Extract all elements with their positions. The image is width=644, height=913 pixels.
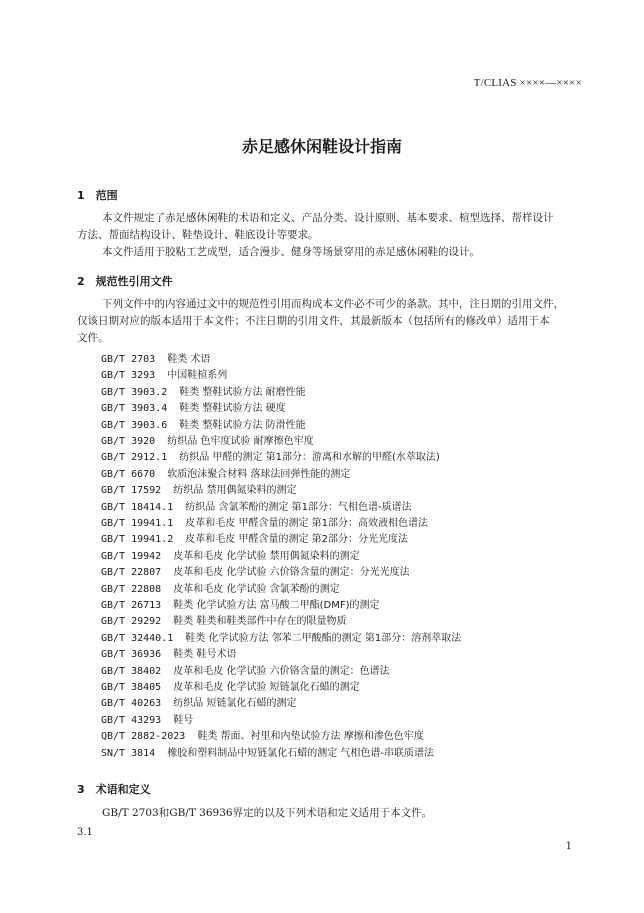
reference-title: 鞋类 术语 — [167, 354, 211, 365]
section-2-heading: 2 规范性引用文件 — [77, 275, 173, 288]
reference-item — [101, 399, 286, 414]
reference-title: 纺织品 甲醛的测定 第1部分：游离和水解的甲醛(水萃取法) — [179, 452, 440, 464]
reference-title: 软质泡沫聚合材料 落球法回弹性能的测定 — [167, 468, 351, 480]
document-code: T/CLIAS ××××—×××× — [473, 77, 582, 89]
reference-title: 鞋类 整鞋试验方法 防滑性能 — [179, 419, 306, 431]
reference-code: GB/T 38405 — [101, 682, 162, 693]
reference-item — [101, 432, 314, 447]
reference-title: 鞋号 — [173, 714, 194, 726]
reference-code: GB/T 26713 — [101, 600, 162, 611]
page-number: 1 — [565, 841, 572, 852]
reference-code: GB/T 22808 — [101, 583, 162, 595]
reference-title: 橡胶和塑料制品中短链氯化石蜡的测定 气相色谱-串联质谱法 — [167, 747, 435, 759]
reference-item — [101, 596, 380, 611]
reference-title: 皮革和毛皮 化学试验 禁用偶氮染料的测定 — [173, 550, 360, 562]
reference-item — [101, 744, 434, 759]
reference-code: GB/T 43293 — [101, 714, 162, 726]
reference-title: 鞋类 整鞋试验方法 硬度 — [179, 403, 286, 415]
reference-code: GB/T 19941.2 — [101, 534, 174, 546]
reference-code: GB/T 19942 — [101, 550, 162, 562]
reference-title: 皮革和毛皮 甲醛含量的测定 第2部分：分光光度法 — [185, 534, 409, 546]
reference-title: 鞋类 鞋类和鞋类部件中存在的限量物质 — [173, 616, 347, 628]
clause-number: 3.1 — [77, 827, 93, 838]
reference-title: 皮革和毛皮 化学试验 短链氯化石蜡的测定 — [173, 682, 360, 693]
reference-item — [101, 612, 346, 627]
reference-item — [101, 662, 390, 677]
reference-item — [101, 350, 210, 365]
reference-code: GB/T 19941.1 — [101, 518, 174, 529]
reference-item — [101, 711, 193, 726]
reference-title: 纺织品 禁用偶氮染料的测定 — [173, 485, 297, 497]
reference-code: GB/T 2703 — [101, 354, 156, 365]
section-2-intro-line: 下列文件中的内容通过文中的规范性引用而构成本文件必不可少的条款。其中，注日期的引用文件， — [102, 298, 564, 310]
reference-item — [101, 530, 408, 545]
reference-item — [101, 629, 461, 644]
reference-code: GB/T 29292 — [101, 616, 162, 628]
reference-code: GB/T 22807 — [101, 567, 162, 579]
reference-title: 纺织品 含氯苯酚的测定 第1部分：气相色谱-质谱法 — [185, 501, 412, 513]
reference-title: 纺织品 短链氯化石蜡的测定 — [173, 698, 297, 710]
reference-item — [101, 448, 440, 463]
section-2-intro-line: 仅该日期对应的版本适用于本文件；不注日期的引用文件，其最新版本（包括所有的修改单）适用于本 — [77, 315, 550, 327]
reference-code: GB/T 3903.2 — [101, 386, 168, 398]
reference-item — [101, 465, 350, 480]
reference-code: GB/T 32440.1 — [101, 632, 174, 644]
section-1-heading: 1 范围 — [77, 189, 118, 202]
reference-code: SN/T 3814 — [101, 747, 156, 759]
reference-code: GB/T 40263 — [101, 698, 162, 710]
reference-code: GB/T 2912.1 — [101, 452, 168, 464]
reference-title: 中国鞋楦系列 — [167, 370, 228, 382]
section-2-intro-line: 文件。 — [77, 332, 109, 344]
reference-item — [101, 678, 360, 693]
reference-item — [101, 481, 296, 496]
reference-title: 纺织品 色牢度试验 耐摩擦色牢度 — [167, 436, 314, 447]
reference-code: GB/T 18414.1 — [101, 501, 174, 513]
reference-code: GB/T 6670 — [101, 468, 156, 480]
reference-item — [101, 563, 410, 578]
page-title: 赤足感休闲鞋设计指南 — [241, 137, 402, 156]
reference-title: 鞋类 整鞋试验方法 耐磨性能 — [179, 386, 306, 398]
reference-title: 鞋类 鞋号术语 — [173, 649, 237, 661]
reference-title: 鞋类 化学试验方法 富马酸二甲酯(DMF)的测定 — [173, 600, 380, 611]
reference-item — [101, 547, 360, 562]
reference-item — [101, 580, 340, 595]
reference-item — [101, 498, 412, 513]
reference-item — [101, 727, 424, 742]
reference-item — [101, 645, 236, 660]
section-1-paragraph-line: 本文件规定了赤足感休闲鞋的术语和定义、产品分类、设计原则、基本要求、楦型选择、帮样设计 — [102, 212, 554, 224]
reference-code: GB/T 3920 — [101, 436, 156, 447]
reference-item — [101, 514, 428, 529]
reference-code: GB/T 38402 — [101, 665, 162, 677]
section-1-paragraph-line: 方法、帮面结构设计、鞋垫设计、鞋底设计等要求。 — [77, 229, 319, 241]
reference-code: GB/T 3903.6 — [101, 419, 168, 431]
reference-item — [101, 383, 306, 398]
reference-code: GB/T 36936 — [101, 649, 162, 661]
reference-item — [101, 366, 227, 381]
reference-code: GB/T 3293 — [101, 370, 156, 382]
section-3-paragraph: GB/T 2703和GB/T 36936界定的以及下列术语和定义适用于本文件。 — [102, 807, 433, 819]
reference-title: 皮革和毛皮 化学试验 六价铬含量的测定：分光光度法 — [173, 567, 410, 579]
reference-title: 鞋类 化学试验方法 邻苯二甲酸酯的测定 第1部分：溶剂萃取法 — [185, 632, 462, 644]
reference-title: 皮革和毛皮 化学试验 含氯苯酚的测定 — [173, 583, 340, 595]
reference-title: 皮革和毛皮 化学试验 六价铬含量的测定：色谱法 — [173, 665, 390, 677]
reference-title: 皮革和毛皮 甲醛含量的测定 第1部分：高效液相色谱法 — [185, 518, 429, 529]
reference-code: QB/T 2882-2023 — [101, 731, 186, 743]
reference-code: GB/T 17592 — [101, 485, 162, 497]
section-1-paragraph: 本文件适用于胶粘工艺成型，适合漫步、健身等场景穿用的赤足感休闲鞋的设计。 — [102, 246, 480, 258]
reference-item — [101, 694, 296, 709]
reference-code: GB/T 3903.4 — [101, 403, 168, 415]
reference-item — [101, 416, 306, 431]
reference-title: 鞋类 帮面、衬里和内垫试验方法 摩擦和渗色色牢度 — [197, 731, 424, 743]
section-3-heading: 3 术语和定义 — [77, 783, 151, 796]
